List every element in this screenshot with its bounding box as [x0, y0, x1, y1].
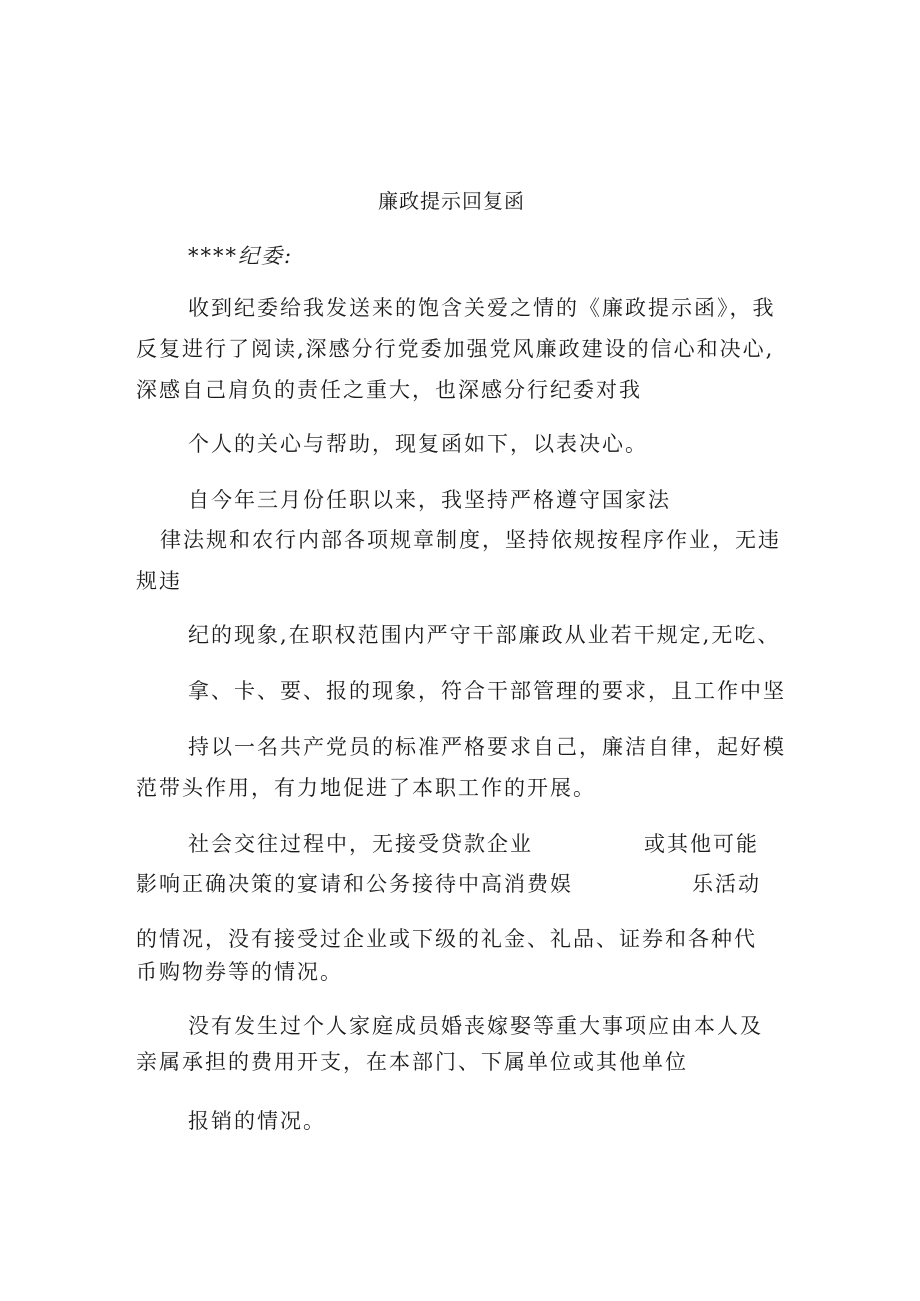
- body-line: 没有发生过个人家庭成员婚丧嫁娶等重大事项应由本人及: [188, 1014, 763, 1038]
- body-line: 收到纪委给我发送来的饱含关爱之情的《廉政提示函》，我: [188, 296, 776, 320]
- body-line: 乐活动: [692, 872, 761, 896]
- body-line: 币购物券等的情况。: [136, 960, 343, 984]
- body-line: 反复进行了阅读,深感分行党委加强党风廉政建设的信心和决心,: [136, 337, 775, 361]
- document-title: 廉政提示回复函: [378, 189, 525, 213]
- body-line: 范带头作用，有力地促进了本职工作的开展。: [136, 776, 596, 800]
- body-line: 亲属承担的费用开支，在本部门、下属单位或其他单位: [136, 1050, 688, 1074]
- body-line: 的情况，没有接受过企业或下级的礼金、礼品、证券和各种代: [136, 927, 757, 951]
- body-line: 社会交往过程中，无接受贷款企业: [188, 832, 533, 856]
- body-line: 个人的关心与帮助，现复函如下，以表决心。: [188, 432, 648, 456]
- body-line: 纪的现象,在职权范围内严守干部廉政从业若干规定,无吃、: [188, 623, 781, 647]
- body-line: 深感自己肩负的责任之重大，也深感分行纪委对我: [136, 378, 642, 402]
- body-line: 或其他可能: [644, 832, 759, 856]
- body-line: 律法规和农行内部各项规章制度，坚持依规按程序作业，无违: [160, 528, 781, 552]
- body-line: 影响正确决策的宴请和公务接待中高消费娱: [136, 872, 573, 896]
- body-line: 规违: [136, 569, 182, 593]
- body-line: 自今年三月份任职以来，我坚持严格遵守国家法: [188, 488, 671, 512]
- salutation: ****纪委:: [188, 244, 294, 268]
- body-line: 报销的情况。: [188, 1109, 326, 1133]
- body-line: 拿、卡、要、报的现象，符合干部管理的要求，且工作中坚: [188, 679, 786, 703]
- body-line: 持以一名共产党员的标准严格要求自己，廉洁自律，起好模: [188, 735, 786, 759]
